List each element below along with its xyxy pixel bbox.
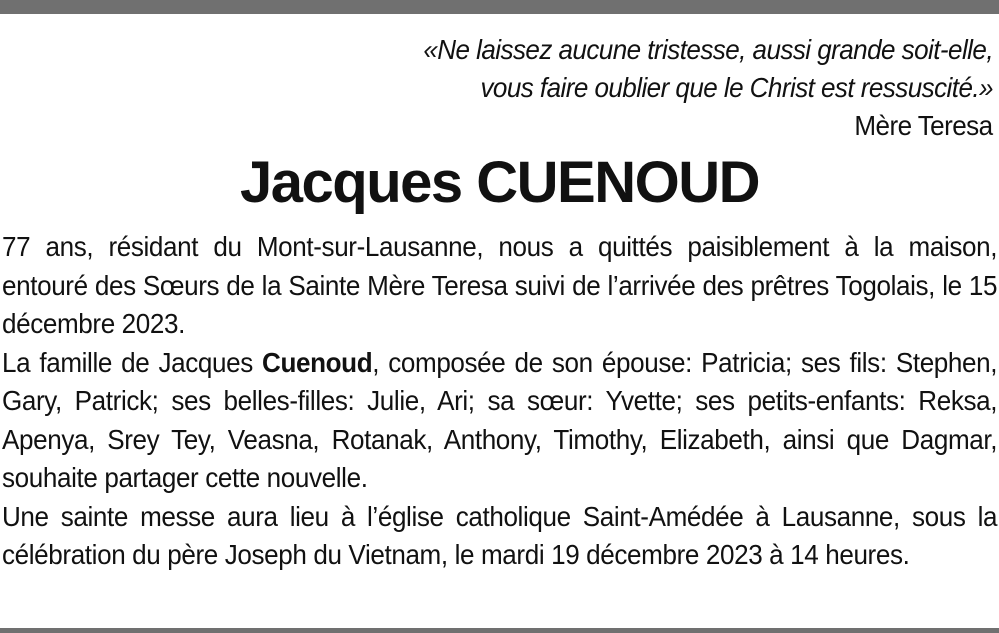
- quote-line-2: vous faire oublier que le Christ est ressuscité.»: [480, 72, 994, 103]
- obituary-body: [2, 228, 997, 575]
- epigraph-quote: [286, 31, 993, 107]
- top-border-rule: [0, 0, 999, 14]
- paragraph-announcement: 77 ans, résidant du Mont-sur-Lausanne, nous a quittés paisiblement à la maison, entouré des Sœurs de la Sainte Mère Teresa suivi de l’arrivée des prêtres Togolais, le 15 décembre 2023.: [2, 231, 998, 339]
- family-text-rest: , composée de son épouse: Patricia; ses fils: Stephen, Gary, Patrick; ses belles-filles: Julie, Ari; sa sœur: Yvette; ses petits-enfants: Reksa, Apenya, Srey Tey, Veasna, Rotanak, Anthony, Timothy, Elizabeth, ainsi que Dagmar, souhaite partager cette nouvelle.: [2, 346, 998, 493]
- quote-line-1: «Ne laissez aucune tristesse, aussi grande soit-elle,: [423, 34, 993, 65]
- paragraph-family: [2, 344, 997, 498]
- family-text-start: La famille de Jacques: [2, 346, 263, 378]
- quote-author: Mère Teresa: [854, 110, 993, 141]
- family-surname: Cuenoud: [262, 346, 373, 378]
- bottom-border-rule: [0, 628, 999, 633]
- deceased-name: Jacques CUENOUD: [240, 150, 759, 215]
- paragraph-service: Une sainte messe aura lieu à l’église catholique Saint-Amédée à Lausanne, sous la célébration du père Joseph du Vietnam, le mardi 19 décembre 2023 à 14 heures.: [2, 500, 998, 570]
